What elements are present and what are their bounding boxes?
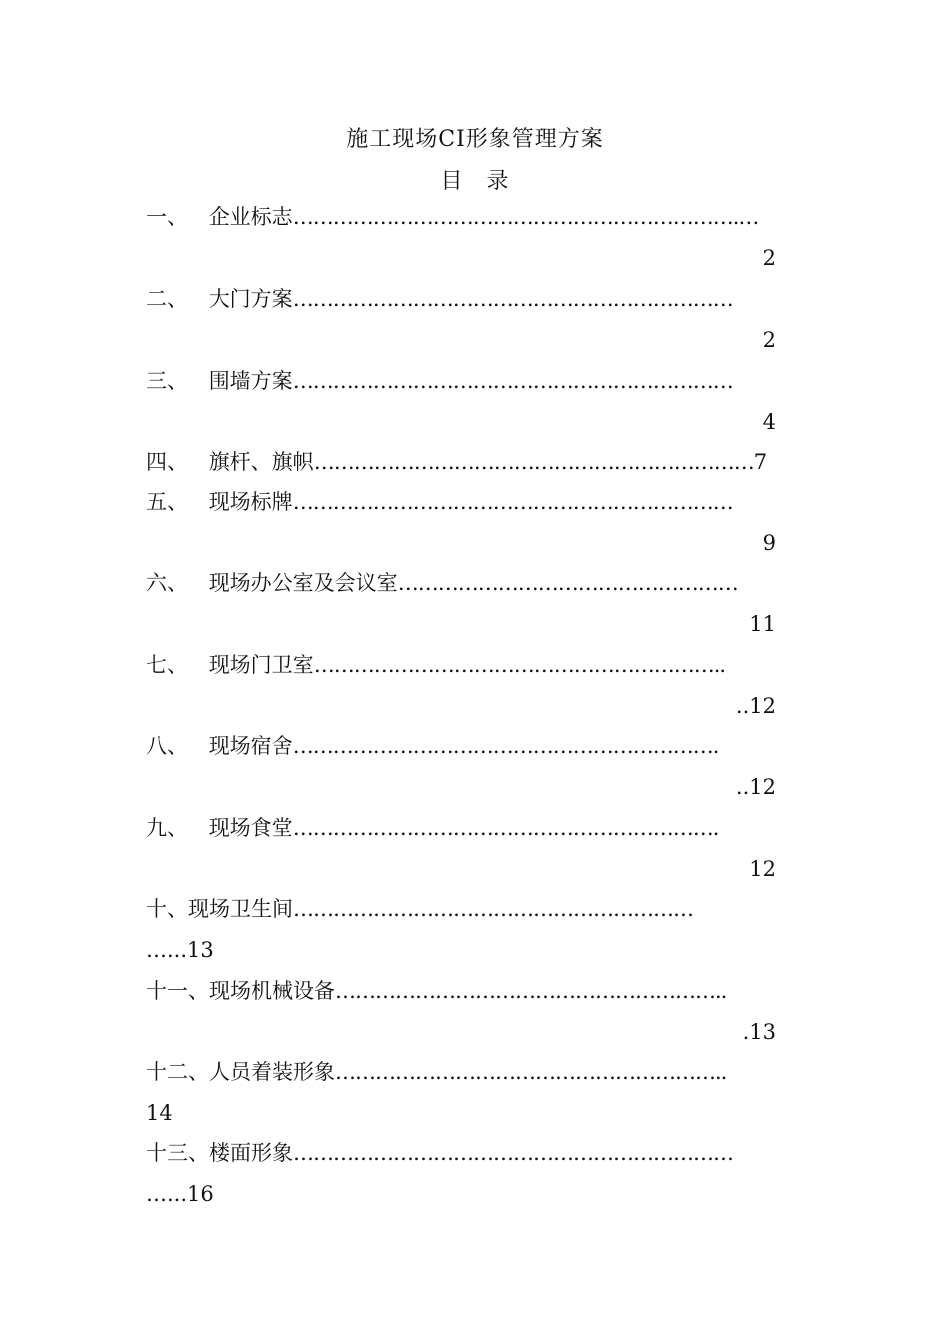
toc-entry-leader: ………………………………………………………….…: [292, 205, 759, 229]
toc-entry-label: 大门方案: [208, 287, 293, 311]
toc-entry: [146, 650, 806, 680]
toc-entry-label: 人员着装形象: [209, 1060, 335, 1084]
toc-entry: [146, 1138, 806, 1168]
toc-entry-number: 四、: [146, 450, 188, 474]
toc-entry-leader: …………………………………………………………: [292, 490, 733, 514]
toc-entry-leader: …………………………………………………..: [335, 1060, 727, 1084]
toc-entry-label: 现场标牌: [208, 490, 293, 514]
toc-entry-number: 十二、: [146, 1060, 209, 1084]
toc-entry-number: 五、: [146, 490, 188, 514]
toc-entry-leader: …………………………………………………………: [292, 287, 733, 311]
toc-entry-label: 围墙方案: [208, 369, 293, 393]
toc-entry-leader: ……………………………………………………….: [292, 816, 719, 840]
toc-entry: [146, 1057, 806, 1087]
toc-entry-label: 现场宿舍: [208, 734, 293, 758]
toc-entry-number: 八、: [146, 734, 188, 758]
toc-entry-leader: ……………………………………………: [397, 571, 738, 595]
toc-entry: [146, 202, 806, 232]
toc-entry: [146, 487, 806, 517]
toc-entry: [146, 894, 806, 924]
toc-entry-label: 现场门卫室: [208, 653, 314, 677]
toc-entry: [146, 731, 806, 761]
toc-entry-number: 一、: [146, 205, 188, 229]
toc-entry-leader: ……………………………………………………..: [313, 653, 726, 677]
toc-entry-label: 企业标志: [208, 205, 293, 229]
toc-entry-page: 2: [762, 246, 776, 270]
document-title: 施工现场CI形象管理方案: [346, 127, 604, 152]
toc-entry-number: 六、: [146, 571, 188, 595]
toc-entry-page: ..12: [735, 694, 776, 718]
toc-entry-number: 十一、: [146, 979, 209, 1003]
toc-entry-label: 旗杆、旗帜: [208, 450, 314, 474]
toc-entry-page: …...13: [146, 938, 214, 962]
toc-entry-number: 十三、: [146, 1141, 209, 1165]
toc-entry: [146, 568, 806, 598]
toc-entry-number: 九、: [146, 816, 188, 840]
toc-entry-label: 楼面形象: [209, 1141, 293, 1165]
toc-entry-label: 现场食堂: [208, 816, 293, 840]
toc-entry-leader: …………………………………………………………7: [313, 450, 767, 474]
toc-entry-leader: ……………………………………………………….: [292, 734, 719, 758]
toc-entry: [146, 976, 806, 1006]
toc-entry-leader: …………………………………………………………: [292, 369, 733, 393]
toc-entry-page: 2: [762, 328, 776, 352]
toc-entry-label: 现场办公室及会议室: [208, 571, 398, 595]
toc-entry-number: 二、: [146, 287, 188, 311]
toc-entry-page: 14: [146, 1101, 173, 1125]
toc-entry: [146, 366, 806, 396]
toc-entry-leader: …………………………………………………..: [335, 979, 727, 1003]
toc-entry-page: .13: [742, 1020, 776, 1044]
toc-entry-leader: …………………………………………………………: [293, 1141, 733, 1165]
toc-entry-page: 12: [749, 857, 776, 881]
toc-entry-label: 现场机械设备: [209, 979, 335, 1003]
toc-entry: [146, 813, 806, 843]
toc-entry-page: …...16: [146, 1182, 214, 1206]
toc-entry-number: 十、: [146, 897, 188, 921]
toc-entry-number: 七、: [146, 653, 188, 677]
toc-entry-number: 三、: [146, 369, 188, 393]
toc-entry-page: 9: [762, 531, 776, 555]
toc-entry-page: ..12: [735, 775, 776, 799]
toc-entry-leader: ……………………………………………………: [293, 897, 693, 921]
toc-entry: [146, 284, 806, 314]
toc-entry-page: 4: [762, 410, 776, 434]
toc-entry-page: 11: [749, 612, 776, 636]
toc-heading: 目 录: [440, 169, 510, 194]
toc-entry-label: 现场卫生间: [188, 897, 293, 921]
toc-entry: [146, 447, 806, 477]
